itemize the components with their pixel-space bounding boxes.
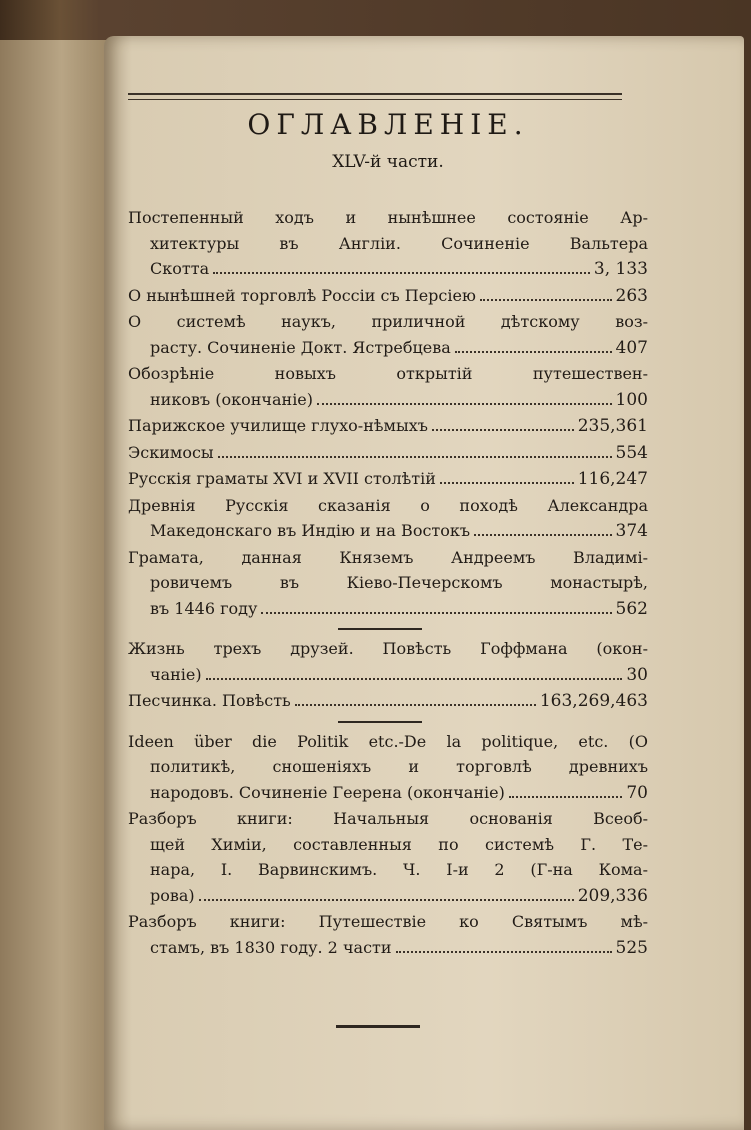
bottom-separator <box>336 1025 420 1028</box>
page-number: 116,247 <box>577 469 648 489</box>
dot-leader <box>474 534 611 536</box>
page-number: 407 <box>615 337 648 358</box>
table-of-contents <box>128 205 648 961</box>
page-number: 562 <box>615 598 648 619</box>
page-number: 163,269,463 <box>539 691 648 711</box>
entry-line: Ideen über die Politik etc.-De la politique, etc. (О <box>128 731 648 751</box>
page-number: 554 <box>615 442 648 463</box>
entry-line: нара, І. Варвинскимъ. Ч. І-и 2 (Г-на Кома- <box>150 860 648 879</box>
entry-line: хитектуры въ Англіи. Сочиненіе Вальтера <box>150 233 648 253</box>
entry-line: Парижское училище глухо-нѣмыхъ <box>128 416 428 435</box>
entry-line: ровичемъ въ Кіево-Печерскомъ монастырѣ, <box>150 573 648 592</box>
top-double-rule <box>128 93 622 100</box>
entry-line: Македонскаго въ Индію и на Востокъ <box>150 521 471 540</box>
dot-leader <box>213 272 590 274</box>
entry-line: расту. Сочиненіе Докт. Ястребцева <box>150 337 451 357</box>
toc-entry-andrei-charter <box>128 545 648 623</box>
entry-line: О системѣ наукъ, приличной дѣтскому воз- <box>128 312 648 331</box>
entry-line: чаніе) <box>150 664 202 684</box>
entry-line: щей Химіи, составленныя по системѣ Г. Те- <box>150 834 648 854</box>
page-number: 70 <box>626 782 648 803</box>
toc-entry-discoveries <box>128 361 648 413</box>
page-number: 100 <box>615 389 648 410</box>
toc-entry-heeren <box>128 729 648 807</box>
dot-leader <box>206 678 623 680</box>
entry-line: рова) <box>150 885 195 905</box>
dot-leader <box>295 704 536 706</box>
entry-line: Русскія граматы XVI и XVII столѣтій <box>128 469 436 488</box>
dot-leader <box>218 456 612 458</box>
entry-line: политикѣ, сношеніяхъ и торговлѣ древнихъ <box>150 757 648 776</box>
toc-entry-chemistry-review <box>128 806 648 909</box>
entry-line: стамъ, въ 1830 году. 2 части <box>150 937 392 957</box>
page-number: 235,361 <box>577 416 648 436</box>
dot-leader <box>440 482 574 484</box>
left-page-edge <box>0 40 112 1130</box>
dot-leader <box>432 429 574 431</box>
entry-line: Разборъ книги: Начальныя основанія Всеоб- <box>128 809 648 828</box>
page-number: 209,336 <box>577 885 648 906</box>
dot-leader <box>509 796 623 798</box>
entry-line: въ 1446 году <box>150 598 258 618</box>
toc-entry-science-system <box>128 309 648 361</box>
page-number: 30 <box>626 664 648 685</box>
entry-line: Грамата, данная Княземъ Андреемъ Владимі- <box>128 547 648 567</box>
dot-leader <box>396 951 612 953</box>
toc-entry-pilgrimage-review <box>128 909 648 961</box>
entry-line: Обозрѣніе новыхъ открытій путешествен- <box>128 364 648 383</box>
toc-entry-charters <box>128 466 648 493</box>
entry-line: Эскимосы <box>128 442 214 462</box>
toc-entry-peschinka <box>128 688 648 715</box>
entry-line: Постепенный ходъ и нынѣшнее состояніе Ар- <box>128 208 648 227</box>
dot-leader <box>317 403 612 405</box>
toc-entry-alexander <box>128 493 648 545</box>
section-separator <box>128 622 648 636</box>
toc-entry-deaf-school <box>128 413 648 440</box>
entry-line: Скотта <box>150 259 210 278</box>
entry-line: Древнія Русскія сказанія о походѣ Александра <box>128 495 648 515</box>
entry-line: Жизнь трехъ друзей. Повѣсть Гоффмана (окон- <box>128 639 648 658</box>
entry-line: О нынѣшней торговлѣ Россіи съ Персіею <box>128 285 476 305</box>
toc-entry-hoffmann <box>128 636 648 688</box>
page-number: 525 <box>615 937 648 958</box>
toc-entry-eskimos <box>128 440 648 467</box>
toc-entry-persia-trade <box>128 283 648 310</box>
entry-line: народовъ. Сочиненіе Геерена (окончаніе) <box>150 782 505 802</box>
dot-leader <box>455 351 612 353</box>
page-number: 263 <box>615 285 648 306</box>
toc-entry-architecture <box>128 205 648 283</box>
dot-leader <box>199 899 574 901</box>
page-subtitle: XLV-й части. <box>332 152 444 172</box>
entry-line: Песчинка. Повѣсть <box>128 691 291 710</box>
page-number: 3, 133 <box>593 259 648 279</box>
entry-line: никовъ (окончаніе) <box>150 389 314 409</box>
section-separator <box>128 715 648 729</box>
dot-leader <box>480 299 612 301</box>
page-number: 374 <box>615 521 648 541</box>
dot-leader <box>261 612 611 614</box>
page-title: ОГЛАВЛЕНІЕ. <box>247 108 529 141</box>
entry-line: Разборъ книги: Путешествіе ко Святымъ мѣ- <box>128 912 648 931</box>
